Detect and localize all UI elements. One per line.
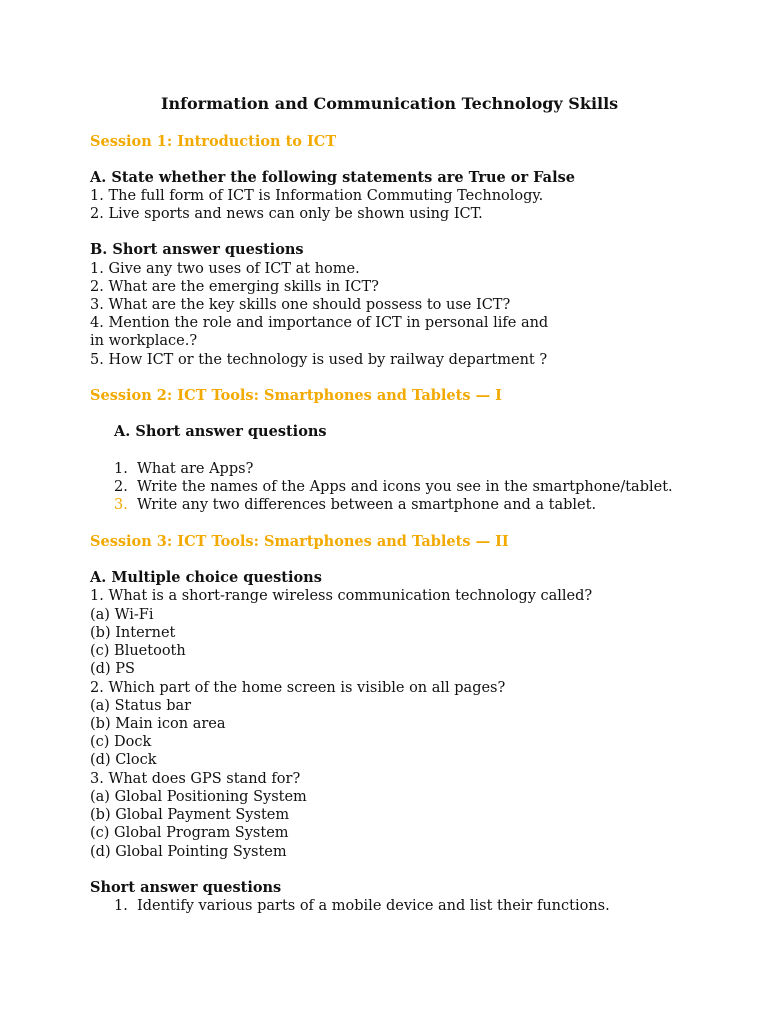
session-2-item-number: 1. bbox=[114, 461, 128, 477]
session-1-a-item: 2. Live sports and news can only be shown using ICT. bbox=[90, 206, 483, 222]
session-2-item-number: 2. bbox=[114, 479, 128, 495]
mcq-option: (b) Main icon area bbox=[90, 716, 226, 732]
session-1-b-heading: B. Short answer questions bbox=[90, 241, 304, 258]
session-1-a-item: 1. The full form of ICT is Information Commuting Technology. bbox=[90, 188, 544, 204]
mcq-option: (d) Clock bbox=[90, 752, 157, 768]
session-3-short-heading: Short answer questions bbox=[90, 879, 282, 896]
session-1-b-item: 3. What are the key skills one should possess to use ICT? bbox=[90, 297, 511, 313]
mcq-option: (c) Dock bbox=[90, 734, 152, 750]
mcq-option: (d) Global Pointing System bbox=[90, 844, 287, 860]
session-1-a-heading: A. State whether the following statements are True or False bbox=[90, 169, 575, 186]
session-1-heading: Session 1: Introduction to ICT bbox=[90, 133, 337, 150]
session-2-heading: Session 2: ICT Tools: Smartphones and Tablets — I bbox=[90, 387, 502, 404]
session-1-b-item: 2. What are the emerging skills in ICT? bbox=[90, 279, 379, 295]
session-2-a-heading: A. Short answer questions bbox=[114, 423, 327, 440]
mcq-question: 2. Which part of the home screen is visible on all pages? bbox=[90, 680, 506, 696]
mcq-option: (c) Global Program System bbox=[90, 825, 289, 841]
session-3-heading: Session 3: ICT Tools: Smartphones and Tablets — II bbox=[90, 533, 509, 550]
mcq-option: (a) Wi-Fi bbox=[90, 607, 154, 623]
session-2-item-text: Write the names of the Apps and icons you see in the smartphone/tablet. bbox=[137, 479, 673, 495]
mcq-option: (b) Internet bbox=[90, 625, 176, 641]
session-2-item-text: What are Apps? bbox=[137, 461, 254, 477]
session-1-b-item: 5. How ICT or the technology is used by railway department ? bbox=[90, 352, 548, 368]
mcq-question: 3. What does GPS stand for? bbox=[90, 771, 301, 787]
mcq-option: (d) PS bbox=[90, 661, 135, 677]
mcq-option: (c) Bluetooth bbox=[90, 643, 186, 659]
session-2-item-text: Write any two differences between a smartphone and a tablet. bbox=[137, 497, 597, 513]
session-3-a-heading: A. Multiple choice questions bbox=[90, 569, 322, 586]
session-3-item-text: Identify various parts of a mobile device and list their functions. bbox=[137, 898, 610, 914]
session-3-item-number: 1. bbox=[114, 898, 128, 914]
mcq-option: (b) Global Payment System bbox=[90, 807, 290, 823]
mcq-option: (a) Global Positioning System bbox=[90, 789, 307, 805]
page-title: Information and Communication Technology Skills bbox=[161, 94, 619, 113]
session-2-item-number: 3. bbox=[114, 497, 128, 513]
session-1-b-item: 1. Give any two uses of ICT at home. bbox=[90, 261, 360, 277]
session-1-b-item: 4. Mention the role and importance of ICT in personal life and bbox=[90, 315, 549, 331]
mcq-option: (a) Status bar bbox=[90, 698, 192, 714]
mcq-question: 1. What is a short-range wireless communication technology called? bbox=[90, 588, 593, 604]
session-1-b-item-continued: in workplace.? bbox=[90, 333, 198, 349]
